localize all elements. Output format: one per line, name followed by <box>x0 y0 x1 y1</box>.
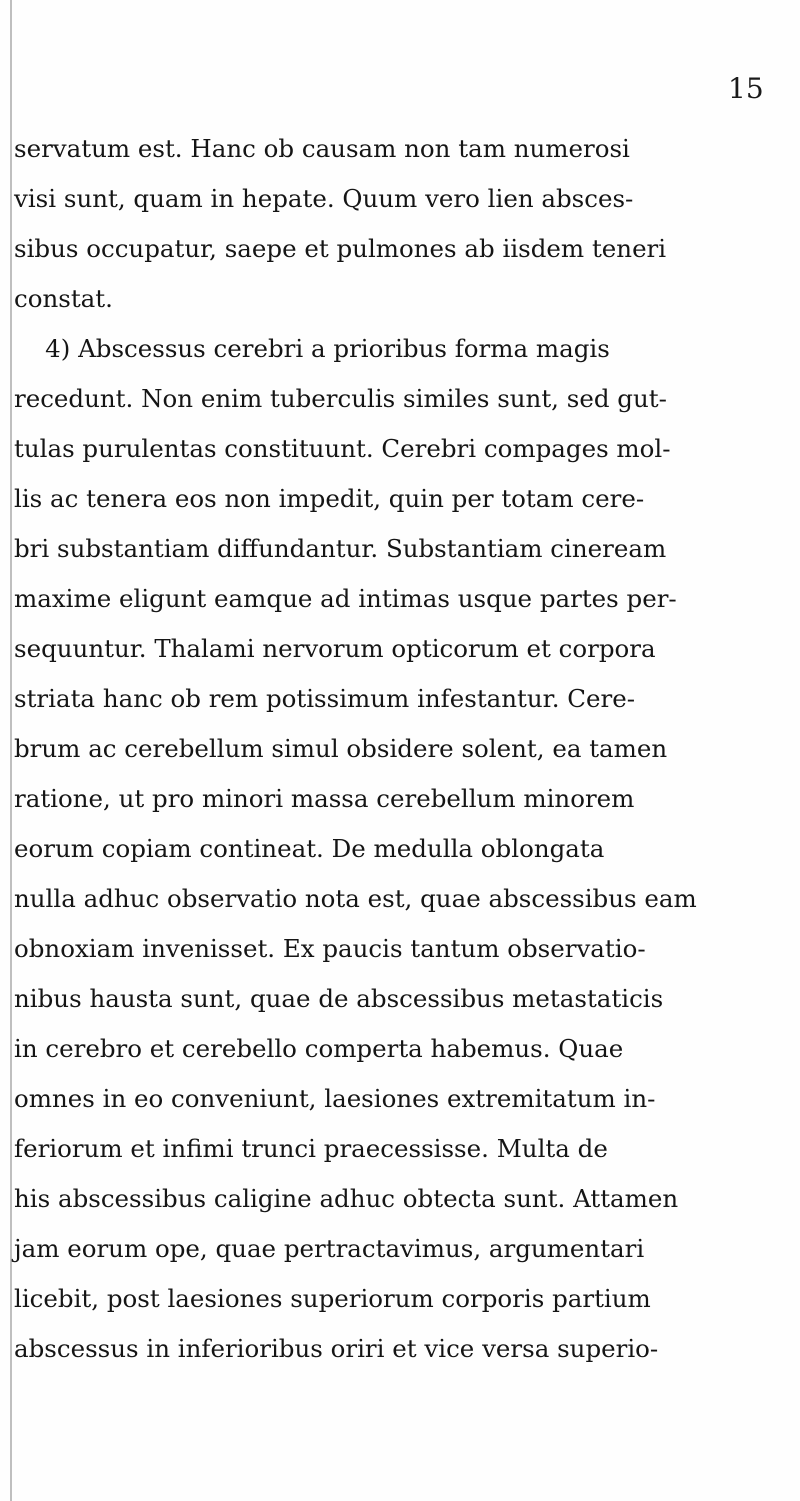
text-line: sibus occupatur, saepe et pulmones ab iisdem teneri <box>14 234 667 263</box>
text-line: omnes in eo conveniunt, laesiones extremitatum in- <box>14 1084 656 1113</box>
page-number: 15 <box>728 72 764 105</box>
text-line: tulas purulentas constituunt. Cerebri compages mol- <box>14 434 671 463</box>
text-line: servatum est. Hanc ob causam non tam numerosi <box>14 134 630 163</box>
text-line: constat. <box>14 284 113 313</box>
text-line: lis ac tenera eos non impedit, quin per totam cere- <box>14 484 645 513</box>
text-line: nibus hausta sunt, quae de abscessibus metastaticis <box>14 984 664 1013</box>
text-line: in cerebro et cerebello comperta habemus. Quae <box>14 1034 624 1063</box>
text-line: his abscessibus caligine adhuc obtecta sunt. Attamen <box>14 1184 679 1213</box>
text-line: brum ac cerebellum simul obsidere solent, ea tamen <box>14 734 668 763</box>
text-line: bri substantiam diffundantur. Substantiam cineream <box>14 534 667 563</box>
text-line: maxime eligunt eamque ad intimas usque partes per- <box>14 584 677 613</box>
text-line: jam eorum ope, quae pertractavimus, argumentari <box>14 1234 645 1263</box>
text-line: licebit, post laesiones superiorum corporis partium <box>14 1284 651 1313</box>
text-line: eorum copiam contineat. De medulla oblongata <box>14 834 605 863</box>
text-line: striata hanc ob rem potissimum infestantur. Cere- <box>14 684 636 713</box>
text-line: recedunt. Non enim tuberculis similes sunt, sed gut- <box>14 384 667 413</box>
text-line: nulla adhuc observatio nota est, quae abscessibus eam <box>14 884 697 913</box>
text-line: abscessus in inferioribus oriri et vice versa superio- <box>14 1334 659 1363</box>
text-line: obnoxiam invenisset. Ex paucis tantum observatio- <box>14 934 646 963</box>
text-line: ratione, ut pro minori massa cerebellum minorem <box>14 784 635 813</box>
text-line: feriorum et infimi trunci praecessisse. Multa de <box>14 1134 608 1163</box>
text-line: sequuntur. Thalami nervorum opticorum et corpora <box>14 634 656 663</box>
text-line: visi sunt, quam in hepate. Quum vero lien absces- <box>14 184 634 213</box>
page-gutter-edge <box>10 0 12 1501</box>
text-line: 4) Abscessus cerebri a prioribus forma magis <box>14 334 610 363</box>
